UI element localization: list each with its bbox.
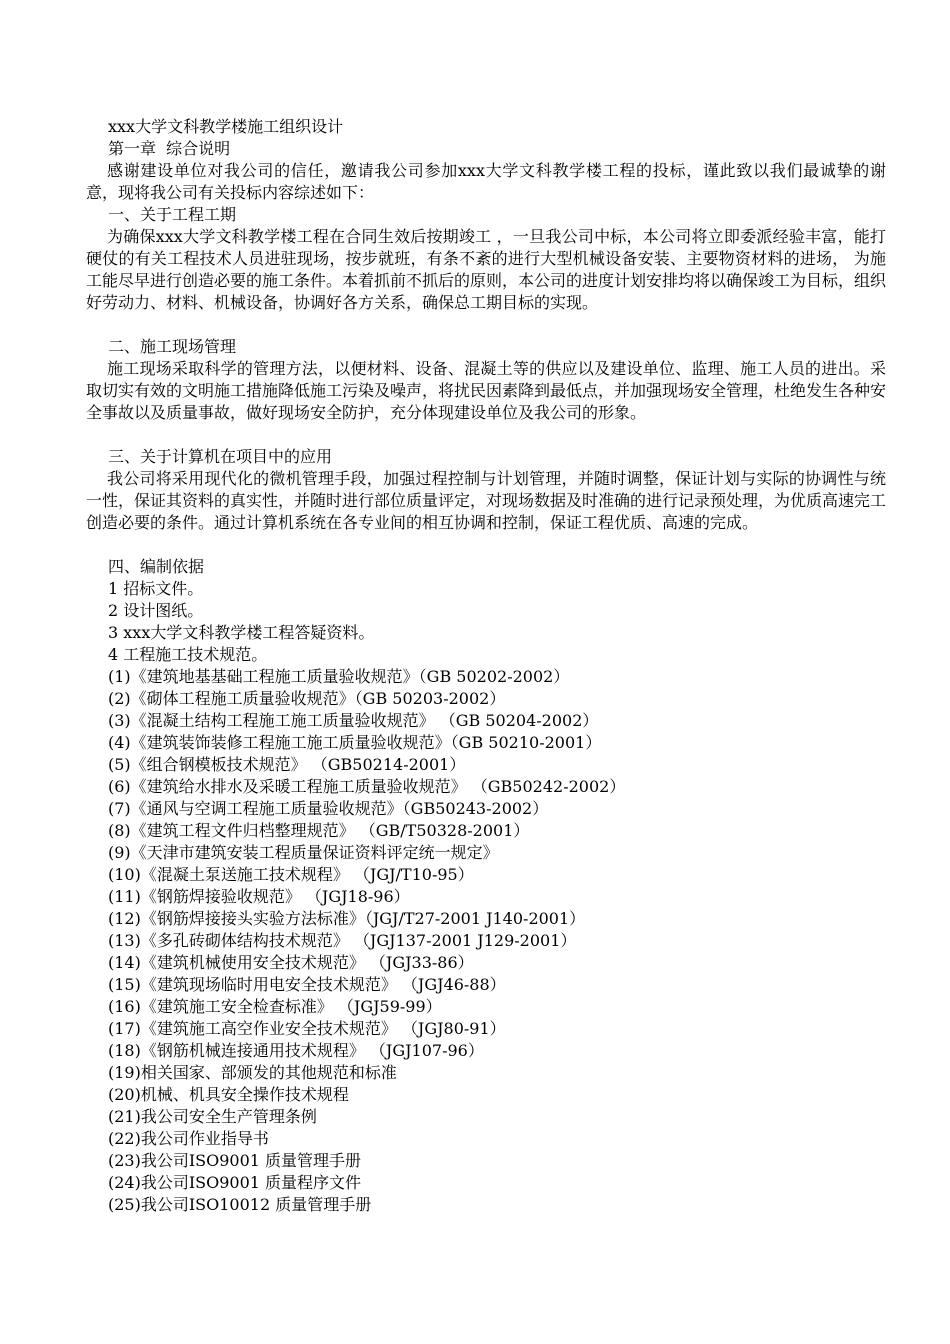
standard-item: (21)我公司安全生产管理条例	[108, 1107, 317, 1126]
standard-item: (19)相关国家、部颁发的其他规范和标准	[108, 1063, 397, 1082]
document-title: xxx大学文科教学楼施工组织设计	[108, 117, 344, 136]
basis-heading: 四、编制依据	[108, 557, 205, 576]
intro-paragraph: 感谢建设单位对我公司的信任，邀请我公司参加xxx大学文科教学楼工程的投标，谨此致以我们最诚挚的谢意，现将我公司有关投标内容综述如下：	[86, 161, 886, 202]
basis-item: 2 设计图纸。	[108, 601, 204, 620]
standard-item: (8)《建筑工程文件归档整理规范》 （GB/T50328-2001）	[108, 821, 530, 840]
standard-item: (17)《建筑施工高空作业安全技术规范》 （JGJ80-91）	[108, 1019, 506, 1038]
standard-item: (1)《建筑地基基础工程施工质量验收规范》（GB 50202-2002）	[108, 667, 570, 686]
standard-item: (23)我公司ISO9001 质量管理手册	[108, 1151, 362, 1170]
section-heading: 一、关于工程工期	[108, 205, 237, 224]
standard-item: (3)《混凝土结构工程施工施工质量验收规范》 （GB 50204-2002）	[108, 711, 599, 730]
basis-item: 4 工程施工技术规范。	[108, 645, 268, 664]
section-heading: 二、施工现场管理	[108, 337, 237, 356]
standard-item: (12)《钢筋焊接接头实验方法标准》（JGJ/T27-2001 J140-2001）	[108, 909, 586, 928]
standard-item: (2)《砌体工程施工质量验收规范》（GB 50203-2002）	[108, 689, 506, 708]
standard-item: (5)《组合钢模板技术规范》 （GB50214-2001）	[108, 755, 466, 774]
standard-item: (9)《天津市建筑安装工程质量保证资料评定统一规定》	[108, 843, 499, 862]
section-body: 为确保xxx大学文科教学楼工程在合同生效后按期竣工 ，一旦我公司中标，本公司将立即委派经验丰富，能打硬仗的有关工程技术人员进驻现场，按步就班，有条不紊的进行大型机械设备安装、主要物资材料的进场， 为施工能尽早进行创造必要的施工条件。本着抓前不抓后的原则，本公司的进度计划安排均将以确保竣工为目标，组织好劳动力、材料、机械设备，协调好各方关系，确保总工期目标的实现。	[86, 227, 887, 312]
standard-item: (10)《混凝土泵送施工技术规程》 （JGJ/T10-95）	[108, 865, 474, 884]
standard-item: (25)我公司ISO10012 质量管理手册	[108, 1195, 372, 1214]
standard-item: (15)《建筑现场临时用电安全技术规范》 （JGJ46-88）	[108, 975, 506, 994]
standard-item: (13)《多孔砖砌体结构技术规范》 （JGJ137-2001 J129-2001）	[108, 931, 577, 950]
standard-item: (11)《钢筋焊接验收规范》 （JGJ18-96）	[108, 887, 410, 906]
section-body: 我公司将采用现代化的微机管理手段，加强过程控制与计划管理，并随时调整，保证计划与实际的协调性与统一性，保证其资料的真实性，并随时进行部位质量评定，对现场数据及时准确的进行记录预处理，为优质高速完工创造必要的条件。通过计算机系统在各专业间的相互协调和控制，保证工程优质、高速的完成。	[86, 469, 887, 532]
basis-item: 1 招标文件。	[108, 579, 204, 598]
section-heading: 三、关于计算机在项目中的应用	[108, 447, 333, 466]
standard-item: (22)我公司作业指导书	[108, 1129, 269, 1148]
standard-item: (24)我公司ISO9001 质量程序文件	[108, 1173, 362, 1192]
section-body: 施工现场采取科学的管理方法，以便材料、设备、混凝土等的供应以及建设单位、监理、施工人员的进出。采取切实有效的文明施工措施降低施工污染及噪声，将扰民因素降到最低点，并加强现场安全管理，杜绝发生各种安全事故以及质量事故，做好现场安全防护，充分体现建设单位及我公司的形象。	[86, 359, 887, 422]
chapter-heading: 第一章 综合说明	[108, 139, 231, 158]
standard-item: (14)《建筑机械使用安全技术规范》 （JGJ33-86）	[108, 953, 474, 972]
standard-item: (18)《钢筋机械连接通用技术规程》 （JGJ107-96）	[108, 1041, 484, 1060]
standard-item: (6)《建筑给水排水及采暖工程施工质量验收规范》 （GB50242-2002）	[108, 777, 626, 796]
basis-item: 3 xxx大学文科教学楼工程答疑资料。	[108, 623, 375, 642]
standard-item: (7)《通风与空调工程施工质量验收规范》（GB50243-2002）	[108, 799, 549, 818]
standard-item: (16)《建筑施工安全检查标准》 （JGJ59-99）	[108, 997, 442, 1016]
standard-item: (4)《建筑装饰装修工程施工施工质量验收规范》（GB 50210-2001）	[108, 733, 602, 752]
standard-item: (20)机械、机具安全操作技术规程	[108, 1085, 349, 1104]
